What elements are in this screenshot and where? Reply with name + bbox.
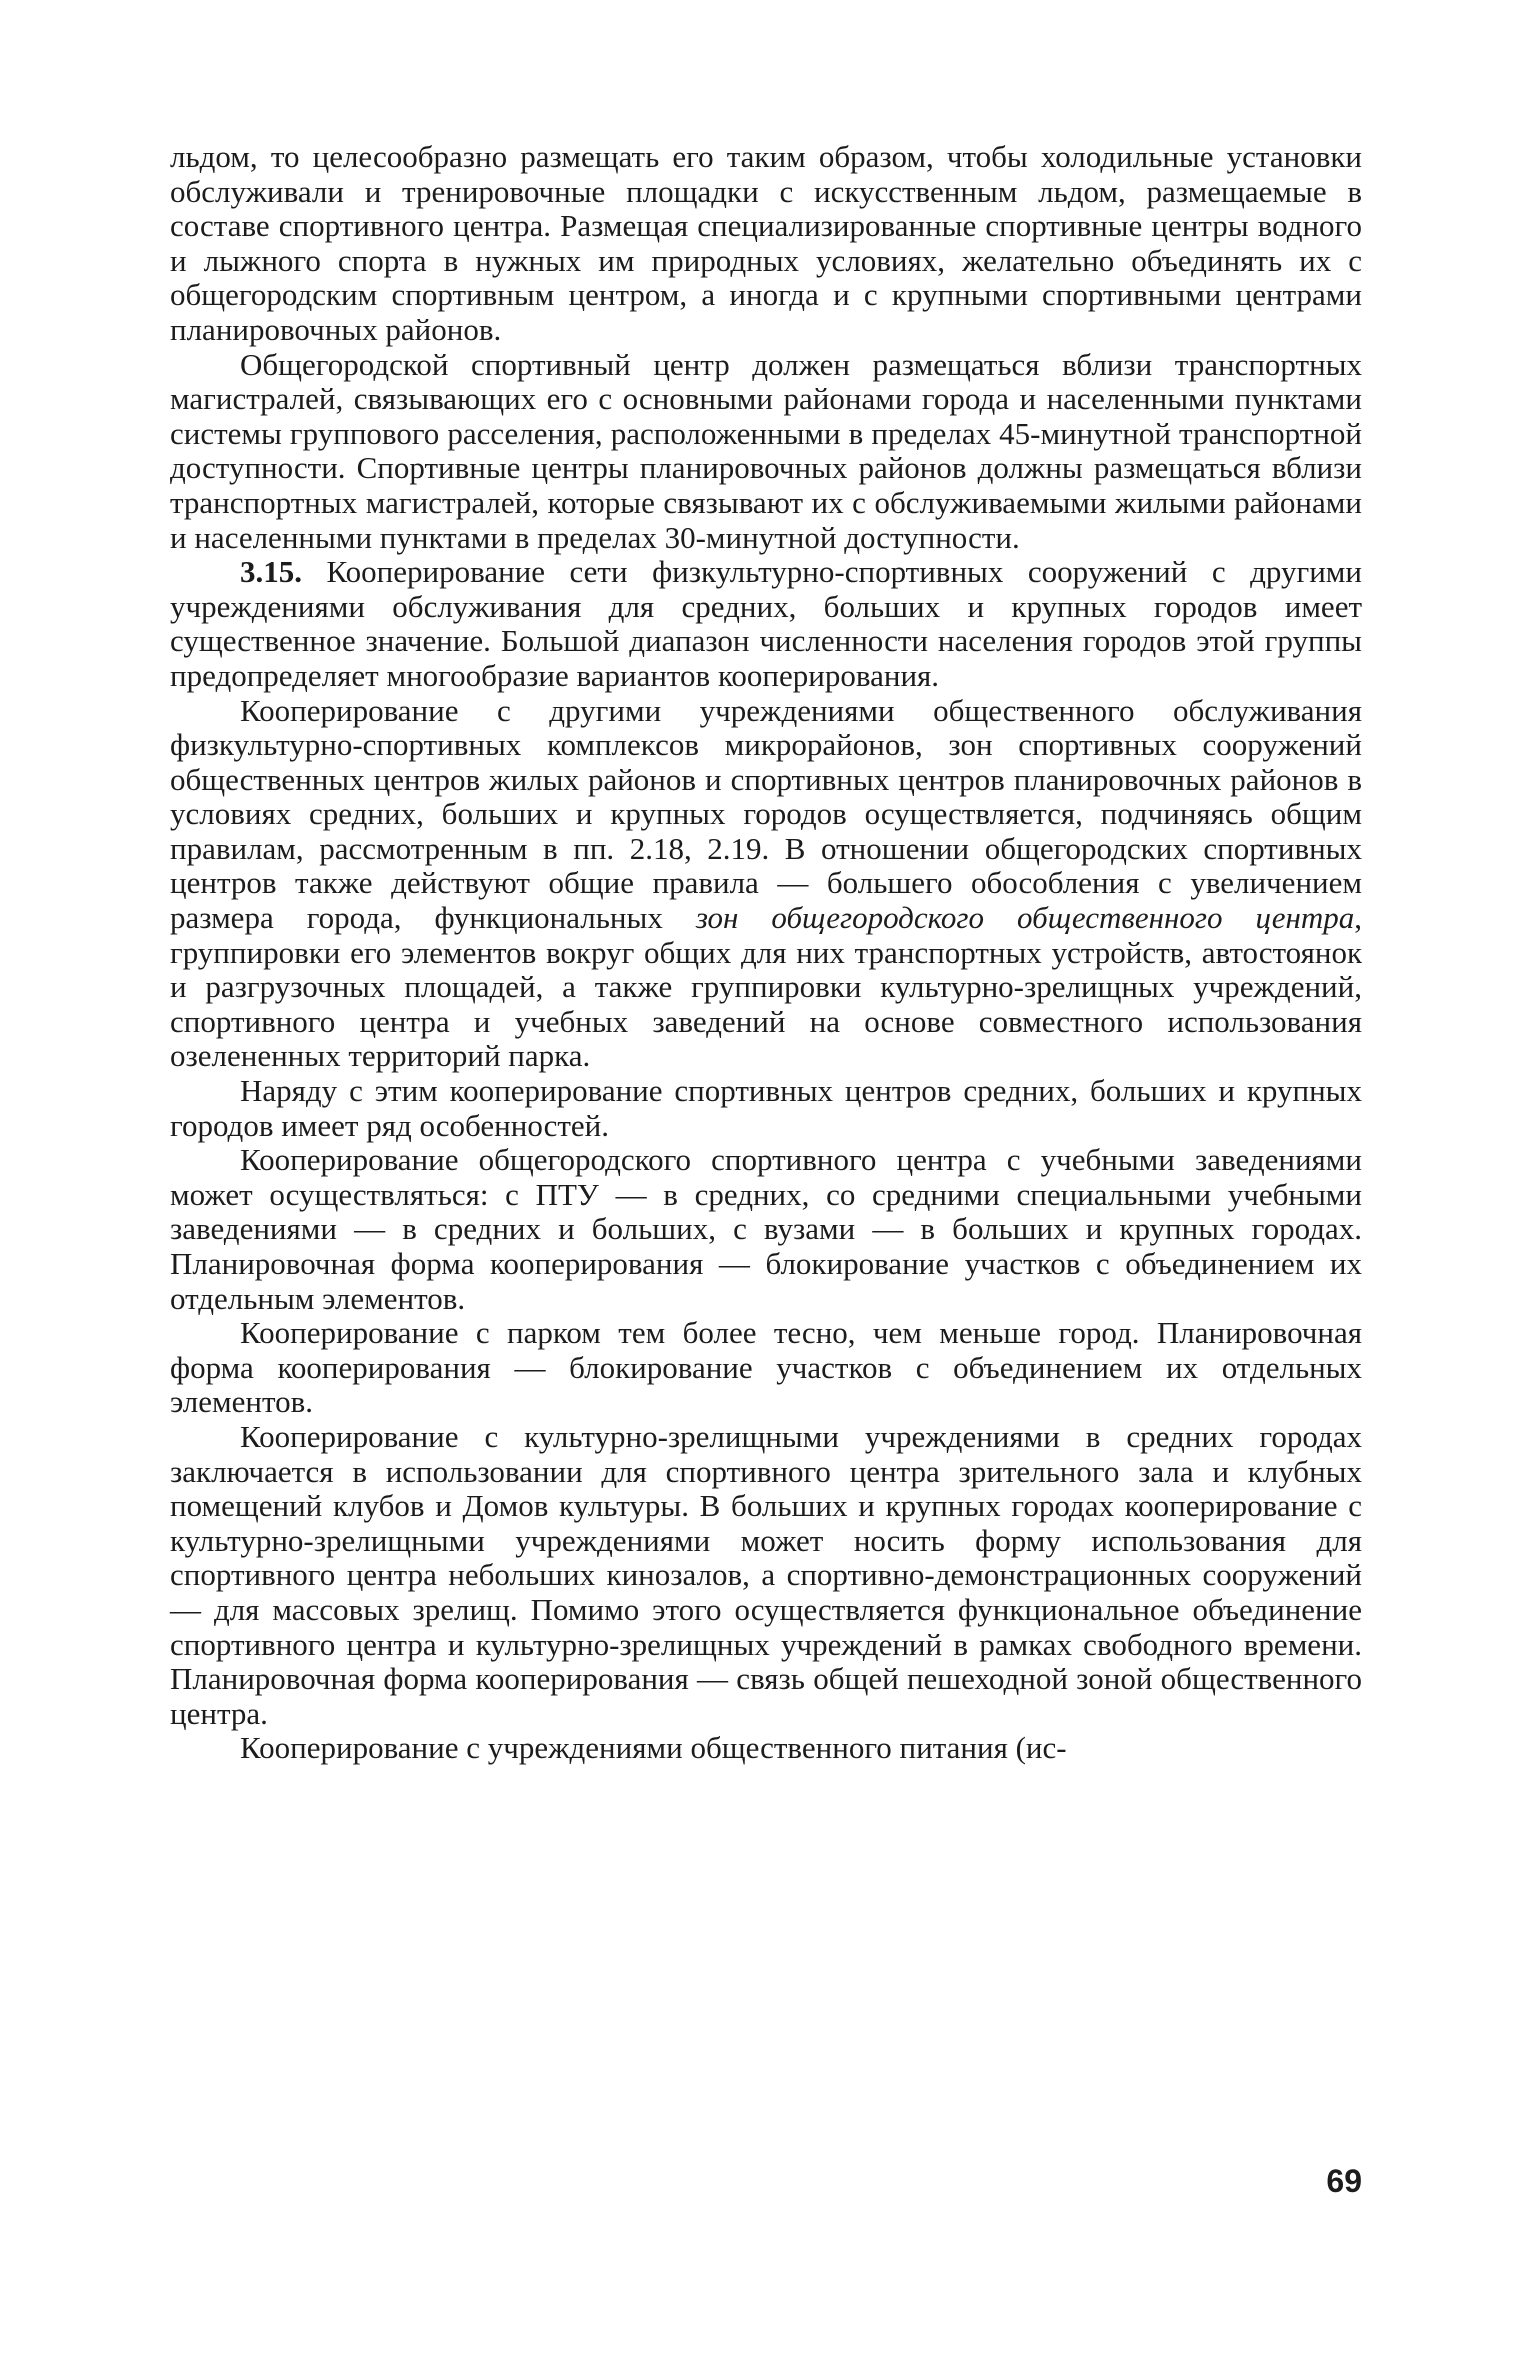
paragraph-3 <box>170 555 1362 693</box>
paragraph-4 <box>170 694 1362 1075</box>
page-body <box>170 140 1362 1766</box>
paragraph-9-text: Кооперирование с учреждениями общественного питания (ис- <box>240 1730 1067 1766</box>
paragraph-2 <box>170 348 1362 556</box>
paragraph-4-text-start: Кооперирование с другими учреждениями общественного обслуживания физкультурно-спортивных комплексов микрорайонов, зон спортивных сооружений общественных центров жилых районов и спортивных центров планировочных районов в условиях средних, больших и крупных городов осуществляется, подчиняясь общим правилам, рассмотренным в пп. 2.18, 2.19. В отношении общегородских спортивных центров также действуют общие правила — большего обособления с увеличением размера города, функциональных <box>170 692 1362 936</box>
paragraph-7 <box>170 1316 1362 1420</box>
page-number: 69 <box>1326 2163 1362 2199</box>
paragraph-2-text: Общегородской спортивный центр должен размещаться вблизи транспортных магистралей, связывающих его с основными районами города и населенными пунктами системы группового расселения, расположенными в пределах 45-минутной транспортной доступности. Спортивные центры планировочных районов должны размещаться вблизи транспортных магистралей, которые связывают их с обслуживаемыми жилыми районами и населенными пунктами в пределах 30-минутной доступности. <box>170 346 1362 555</box>
paragraph-1 <box>170 140 1362 348</box>
paragraph-9 <box>170 1731 1362 1766</box>
paragraph-3-text: Кооперирование сети физкультурно-спортивных сооружений с другими учреждениями обслуживания для средних, больших и крупных городов имеет существенное значение. Большой диапазон численности населения городов этой группы предопределяет многообразие вариантов кооперирования. <box>170 554 1362 693</box>
paragraph-8-text: Кооперирование с культурно-зрелищными учреждениями в средних городах заключается в использовании для спортивного центра зрительного зала и клубных помещений клубов и Домов культуры. В больших и крупных городах кооперирование с культурно-зрелищными учреждениями может носить форму использования для спортивного центра небольших кинозалов, а спортивно-демонстрационных сооружений — для массовых зрелищ. Помимо этого осуществляется функциональное объединение спортивного центра и культурно-зрелищных учреждений в рамках свободного времени. Планировочная форма кооперирования — связь общей пешеходной зоной общественного центра. <box>170 1418 1362 1731</box>
paragraph-5 <box>170 1074 1362 1143</box>
paragraph-6-text: Кооперирование общегородского спортивного центра с учебными заведениями может осуществляться: с ПТУ — в средних, со средними специальными учебными заведениями — в средних и больших, с вузами — в больших и крупных городах. Планировочная форма кооперирования — блокирование участков с объединением их отдельным элементов. <box>170 1142 1362 1316</box>
paragraph-8 <box>170 1420 1362 1731</box>
paragraph-4-emphasis: зон общегородского общественного центра <box>695 900 1355 936</box>
section-number: 3.15. <box>240 554 302 590</box>
paragraph-5-text: Наряду с этим кооперирование спортивных центров средних, больших и крупных городов имеет ряд особенностей. <box>170 1073 1362 1143</box>
paragraph-7-text: Кооперирование с парком тем более тесно, чем меньше город. Планировочная форма кооперирования — блокирование участков с объединением их отдельных элементов. <box>170 1315 1362 1420</box>
paragraph-6 <box>170 1143 1362 1316</box>
paragraph-1-text: льдом, то целесообразно размещать его таким образом, чтобы холодильные установки обслуживали и тренировочные площадки с искусственным льдом, размещаемые в составе спортивного центра. Размещая специализированные спортивные центры водного и лыжного спорта в нужных им природных условиях, желательно объединять их с общегородским спортивным центром, а иногда и с крупными спортивными центрами планировочных районов. <box>170 139 1362 347</box>
paragraph-4-text-end: , группировки его элементов вокруг общих для них транспортных устройств, автостоянок и разгрузочных площадей, а также группировки культурно-зрелищных учреждений, спортивного центра и учебных заведений на основе совместного использования озелененных территорий парка. <box>170 900 1362 1074</box>
